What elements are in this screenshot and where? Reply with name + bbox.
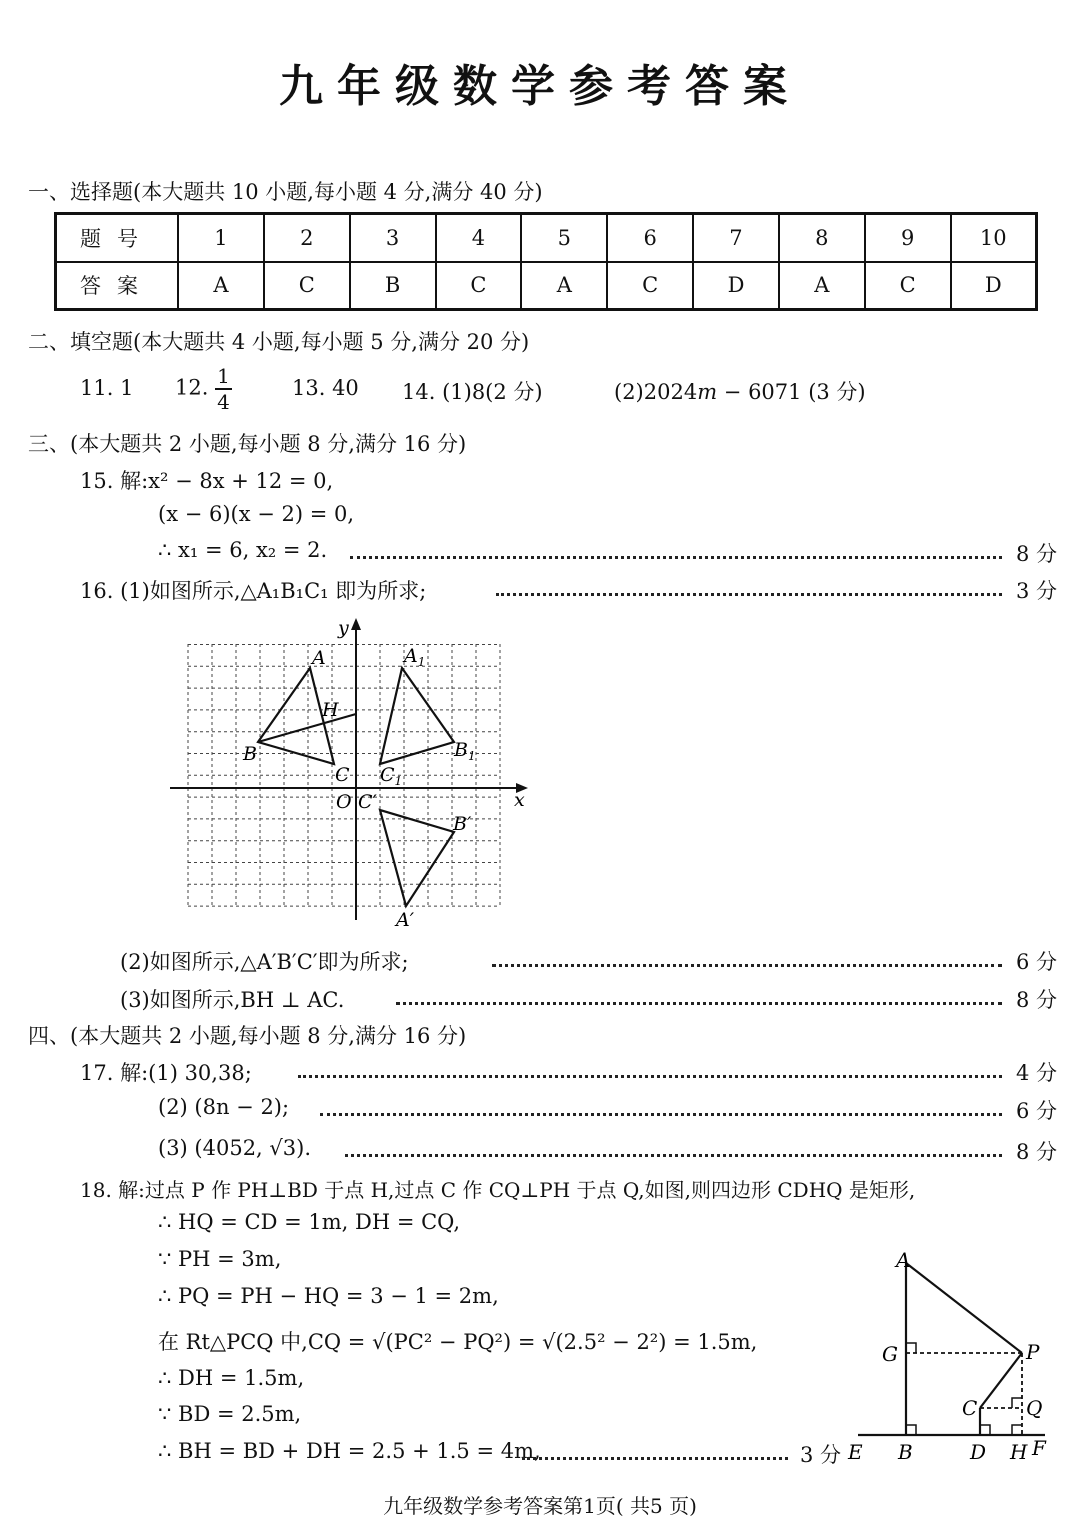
q15-line1: 15. 解:x² − 8x + 12 = 0, bbox=[80, 469, 334, 493]
row-label-answer: 答案 bbox=[56, 262, 179, 310]
page-footer: 九年级数学参考答案第1页( 共5 页) bbox=[383, 1494, 697, 1518]
table-cell: D bbox=[951, 262, 1037, 310]
fraction-numerator: 1 bbox=[217, 364, 230, 388]
section2-heading: 二、填空题(本大题共 4 小题,每小题 5 分,满分 20 分) bbox=[28, 330, 530, 354]
q17-part3: (3) (4052, √3). bbox=[158, 1136, 312, 1160]
label-b: B bbox=[243, 743, 257, 765]
q14-part2 bbox=[614, 376, 866, 406]
q17-part2: (2) (8n − 2); bbox=[158, 1095, 290, 1119]
label-h: H bbox=[322, 699, 339, 721]
q13-answer: 13. 40 bbox=[292, 376, 359, 400]
q17-part3-score: 8 分 bbox=[1016, 1140, 1058, 1164]
table-cell: 8 bbox=[779, 214, 865, 262]
table-cell: B bbox=[350, 262, 436, 310]
q12-label: 12. bbox=[175, 375, 209, 400]
q14-var: m bbox=[697, 380, 718, 404]
label-x-axis: x bbox=[514, 789, 525, 811]
section3-heading: 三、(本大题共 2 小题,每小题 8 分,满分 16 分) bbox=[28, 432, 467, 456]
label-p: P bbox=[1026, 1340, 1040, 1364]
q16-part2: (2)如图所示,△A′B′C′即为所求; bbox=[120, 950, 409, 974]
label-d: D bbox=[970, 1440, 987, 1464]
label-e: E bbox=[848, 1440, 863, 1464]
table-cell: A bbox=[521, 262, 607, 310]
q16-part3-score: 8 分 bbox=[1016, 988, 1058, 1012]
row-label-question: 题号 bbox=[56, 214, 179, 262]
label-b1: $B_1$ bbox=[454, 739, 476, 763]
segment-ap bbox=[906, 1263, 1022, 1353]
q18-line2: ∴ HQ = CD = 1m, DH = CQ, bbox=[158, 1210, 460, 1234]
label-q: Q bbox=[1026, 1396, 1043, 1420]
page-title: 九年级数学参考答案 bbox=[279, 61, 801, 112]
coordinate-grid-figure bbox=[160, 610, 540, 932]
right-angle-g-icon bbox=[906, 1343, 916, 1353]
q17-part1-score: 4 分 bbox=[1016, 1061, 1058, 1085]
right-angle-d-icon bbox=[980, 1425, 990, 1435]
q18-line6: ∴ DH = 1.5m, bbox=[158, 1366, 305, 1390]
segment-bh bbox=[258, 714, 356, 742]
q16-part1-score: 3 分 bbox=[1016, 579, 1058, 603]
q12-answer bbox=[175, 366, 232, 412]
table-cell: 3 bbox=[350, 214, 436, 262]
q14-part2-post: − 6071 (3 分) bbox=[717, 380, 866, 404]
q16-part2-score: 6 分 bbox=[1016, 950, 1058, 974]
label-a: A bbox=[312, 647, 326, 669]
q18-line4: ∴ PQ = PH − HQ = 3 − 1 = 2m, bbox=[158, 1284, 499, 1308]
q18-line8: ∴ BH = BD + DH = 2.5 + 1.5 = 4m, bbox=[158, 1439, 541, 1463]
label-a-prime: A′ bbox=[396, 909, 415, 931]
table-cell: A bbox=[178, 262, 264, 310]
table-cell: 4 bbox=[436, 214, 522, 262]
label-b-prime: B′ bbox=[453, 813, 472, 835]
table-cell: 2 bbox=[264, 214, 350, 262]
triangle-a1b1c1 bbox=[380, 668, 454, 764]
table-cell: 9 bbox=[865, 214, 951, 262]
q16-part3: (3)如图所示,BH ⊥ AC. bbox=[120, 988, 345, 1012]
q17-part1: 17. 解:(1) 30,38; bbox=[80, 1061, 252, 1085]
score-leader bbox=[522, 1457, 788, 1460]
label-c1: $C_1$ bbox=[380, 764, 403, 788]
label-c-prime: C′ bbox=[358, 791, 377, 813]
triangle-a-prime bbox=[380, 810, 454, 906]
label-y-axis: y bbox=[338, 617, 349, 639]
table-cell: A bbox=[779, 262, 865, 310]
label-origin: O bbox=[336, 791, 352, 813]
score-leader bbox=[345, 1154, 1002, 1157]
q18-line7: ∵ BD = 2.5m, bbox=[158, 1402, 302, 1426]
table-cell: 6 bbox=[607, 214, 693, 262]
label-b: B bbox=[898, 1440, 913, 1464]
right-angle-b-icon bbox=[906, 1425, 916, 1435]
table-cell: C bbox=[607, 262, 693, 310]
score-leader bbox=[492, 964, 1002, 967]
score-leader bbox=[298, 1075, 1002, 1078]
answer-table bbox=[54, 212, 1038, 311]
score-leader bbox=[396, 1002, 1002, 1005]
q11-answer: 11. 1 bbox=[80, 376, 134, 400]
q15-score: 8 分 bbox=[1016, 542, 1058, 566]
table-cell: 7 bbox=[693, 214, 779, 262]
y-axis-arrow-icon bbox=[351, 618, 361, 630]
q15-line2: (x − 6)(x − 2) = 0, bbox=[158, 502, 355, 526]
section4-heading: 四、(本大题共 2 小题,每小题 8 分,满分 16 分) bbox=[28, 1024, 467, 1048]
q18-line5: 在 Rt△PCQ 中,CQ = √(PC² − PQ²) = √(2.5² − 2²) = 1.5m, bbox=[158, 1330, 758, 1354]
score-leader bbox=[320, 1113, 1002, 1116]
right-angle-q-icon bbox=[1012, 1398, 1022, 1408]
q16-part1: 16. (1)如图所示,△A₁B₁C₁ 即为所求; bbox=[80, 579, 427, 603]
segment-pc bbox=[980, 1353, 1022, 1408]
label-g: G bbox=[882, 1342, 898, 1366]
q14-part1: 14. (1)8(2 分) bbox=[402, 380, 543, 404]
table-cell: 1 bbox=[178, 214, 264, 262]
label-h: H bbox=[1010, 1440, 1028, 1464]
table-row-answers bbox=[56, 262, 1037, 310]
q12-fraction bbox=[215, 366, 232, 412]
label-c: C bbox=[962, 1396, 978, 1420]
table-cell: 10 bbox=[951, 214, 1037, 262]
table-cell: C bbox=[865, 262, 951, 310]
table-cell: D bbox=[693, 262, 779, 310]
q18-line1: 18. 解:过点 P 作 PH⊥BD 于点 H,过点 C 作 CQ⊥PH 于点 Q,如图,则四边形 CDHQ 是矩形, bbox=[80, 1178, 916, 1202]
table-cell: C bbox=[436, 262, 522, 310]
right-angle-h-icon bbox=[1012, 1425, 1022, 1435]
label-a1: $A_1$ bbox=[404, 645, 426, 669]
q14-part2-pre: (2)2024 bbox=[614, 380, 698, 404]
score-leader bbox=[350, 556, 1002, 559]
table-cell: 5 bbox=[521, 214, 607, 262]
q15-line3: ∴ x₁ = 6, x₂ = 2. bbox=[158, 538, 328, 562]
table-cell: C bbox=[264, 262, 350, 310]
q18-line3: ∵ PH = 3m, bbox=[158, 1247, 282, 1271]
label-c: C bbox=[335, 764, 350, 786]
q18-score: 3 分 bbox=[800, 1443, 842, 1467]
q17-part2-score: 6 分 bbox=[1016, 1099, 1058, 1123]
label-a: A bbox=[896, 1248, 911, 1272]
score-leader bbox=[496, 593, 1002, 596]
label-f: F bbox=[1032, 1436, 1046, 1460]
table-row-numbers bbox=[56, 214, 1037, 262]
section1-heading: 一、选择题(本大题共 10 小题,每小题 4 分,满分 40 分) bbox=[28, 180, 543, 204]
q18-figure bbox=[840, 1245, 1070, 1475]
fraction-denominator: 4 bbox=[217, 390, 230, 414]
